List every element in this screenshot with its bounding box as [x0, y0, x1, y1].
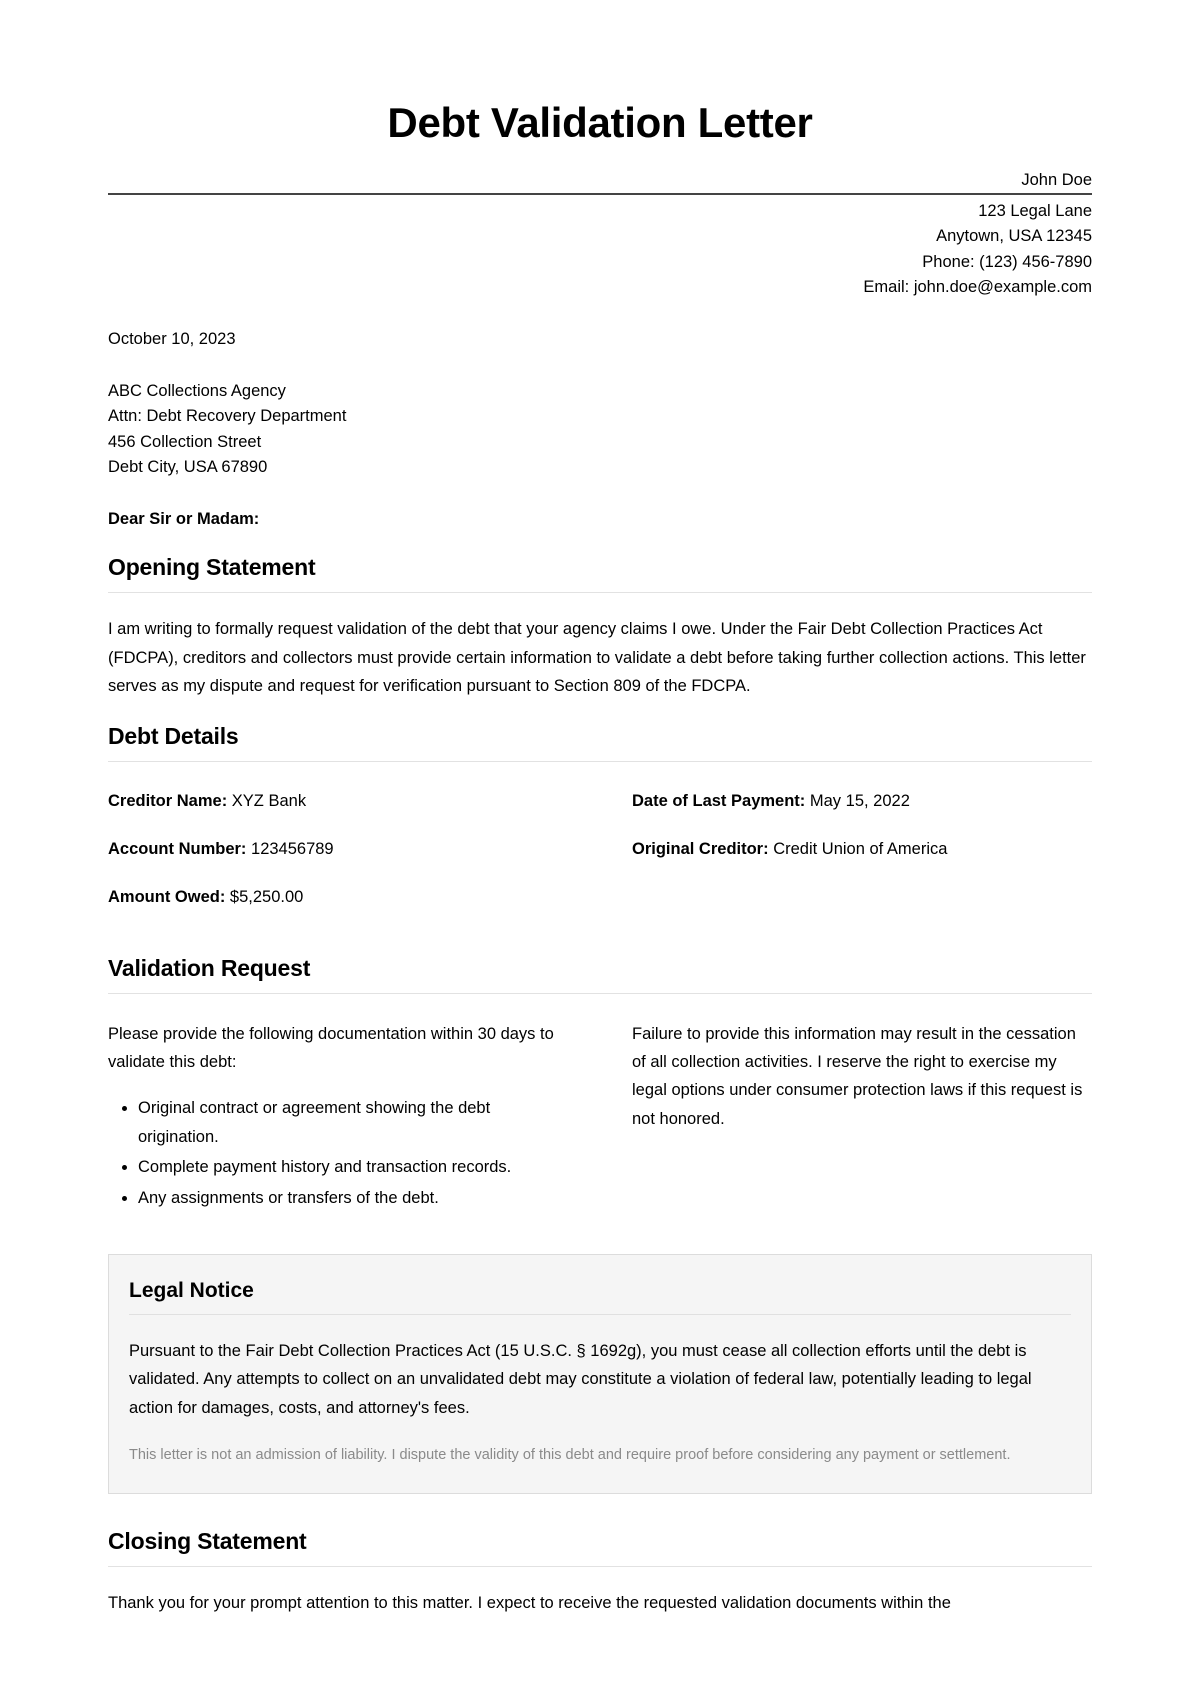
- legal-notice-body: [129, 1337, 1071, 1422]
- detail-item-date-of-last-payment: [632, 788, 1092, 814]
- detail-label: Account Number:: [108, 839, 247, 858]
- detail-value: Credit Union of America: [773, 839, 948, 858]
- legal-notice-heading: Legal Notice: [129, 1279, 1071, 1315]
- salutation: Dear Sir or Madam:: [108, 509, 260, 528]
- validation-request-consequence: Failure to provide this information may result in the cessation of all collection activities. I reserve the right to exercise my legal options under consumer protection laws if this request is not honored.: [632, 1024, 1083, 1128]
- sender-email: Email: john.doe@example.com: [863, 278, 1092, 297]
- detail-value: May 15, 2022: [809, 791, 910, 810]
- validation-request-right-column: [632, 1020, 1092, 1146]
- recipient-line: ABC Collections Agency: [108, 381, 286, 400]
- detail-value: $5,250.00: [229, 888, 304, 907]
- list-item: • Original contract or agreement showing the debt origination.: [138, 1094, 568, 1151]
- debt-details-grid: [108, 788, 1092, 933]
- section-body-opening-statement: [108, 615, 1092, 700]
- validation-request-columns: [108, 1020, 1092, 1214]
- validation-request-left-column: [108, 1020, 568, 1214]
- section-closing-statement: [108, 1528, 1092, 1617]
- closing-statement-paragraph: Thank you for your prompt attention to this matter. I expect to receive the requested validation documents within the: [108, 1594, 951, 1613]
- validation-request-list: [108, 1094, 568, 1212]
- sender-address-block: [108, 171, 1092, 301]
- detail-label: Original Creditor:: [632, 839, 769, 858]
- section-heading-opening-statement: Opening Statement: [108, 554, 1092, 593]
- detail-item-creditor-name: [108, 788, 568, 814]
- detail-label: Date of Last Payment:: [632, 791, 806, 810]
- detail-label: Amount Owed:: [108, 888, 226, 907]
- section-heading-closing-statement: Closing Statement: [108, 1528, 1092, 1567]
- opening-statement-paragraph: I am writing to formally request validation of the debt that your agency claims I owe. Under the Fair Debt Collection Practices Act (FDCPA), creditors and collectors must provide certain information to validate a debt before taking further collection actions. This letter serves as my dispute and request for verification pursuant to Section 809 of the FDCPA.: [108, 620, 1086, 696]
- list-item: • Complete payment history and transaction records.: [138, 1153, 568, 1181]
- recipient-address-block: [108, 379, 1092, 481]
- letter-date: October 10, 2023: [108, 330, 236, 348]
- section-body-closing-statement: [108, 1589, 1092, 1617]
- sender-name: John Doe: [1021, 171, 1092, 190]
- section-debt-details: [108, 723, 1092, 933]
- section-validation-request: [108, 955, 1092, 1214]
- page-title: Debt Validation Letter: [387, 99, 813, 146]
- recipient-line: Debt City, USA 67890: [108, 458, 268, 477]
- legal-notice-paragraph: Pursuant to the Fair Debt Collection Practices Act (15 U.S.C. § 1692g), you must cease all collection efforts until the debt is validated. Any attempts to collect on an unvalidated debt may constitute a violation of federal law, potentially leading to legal action for damages, costs, and attorney's fees.: [129, 1341, 1032, 1417]
- section-heading-validation-request: Validation Request: [108, 955, 1092, 994]
- recipient-line: Attn: Debt Recovery Department: [108, 407, 347, 426]
- detail-value: 123456789: [251, 839, 334, 858]
- sender-street: 123 Legal Lane: [978, 201, 1092, 220]
- detail-item-amount-owed: [108, 884, 568, 910]
- detail-label: Creditor Name:: [108, 791, 228, 810]
- legal-notice-box: [108, 1254, 1092, 1494]
- detail-item-empty: [632, 884, 1092, 932]
- sender-phone: Phone: (123) 456-7890: [922, 252, 1092, 271]
- list-item: • Any assignments or transfers of the debt.: [138, 1184, 568, 1212]
- sender-city-state-zip: Anytown, USA 12345: [936, 227, 1092, 246]
- validation-request-intro: Please provide the following documentation within 30 days to validate this debt:: [108, 1024, 554, 1072]
- section-opening-statement: [108, 554, 1092, 700]
- document-content: [0, 171, 1200, 1617]
- detail-item-original-creditor: [632, 836, 1092, 862]
- recipient-line: 456 Collection Street: [108, 432, 262, 451]
- section-heading-debt-details: Debt Details: [108, 723, 1092, 762]
- detail-item-account-number: [108, 836, 568, 862]
- detail-value: XYZ Bank: [231, 791, 307, 810]
- legal-notice-disclaimer: This letter is not an admission of liability. I dispute the validity of this debt and require proof before considering any payment or settlement.: [129, 1447, 1011, 1464]
